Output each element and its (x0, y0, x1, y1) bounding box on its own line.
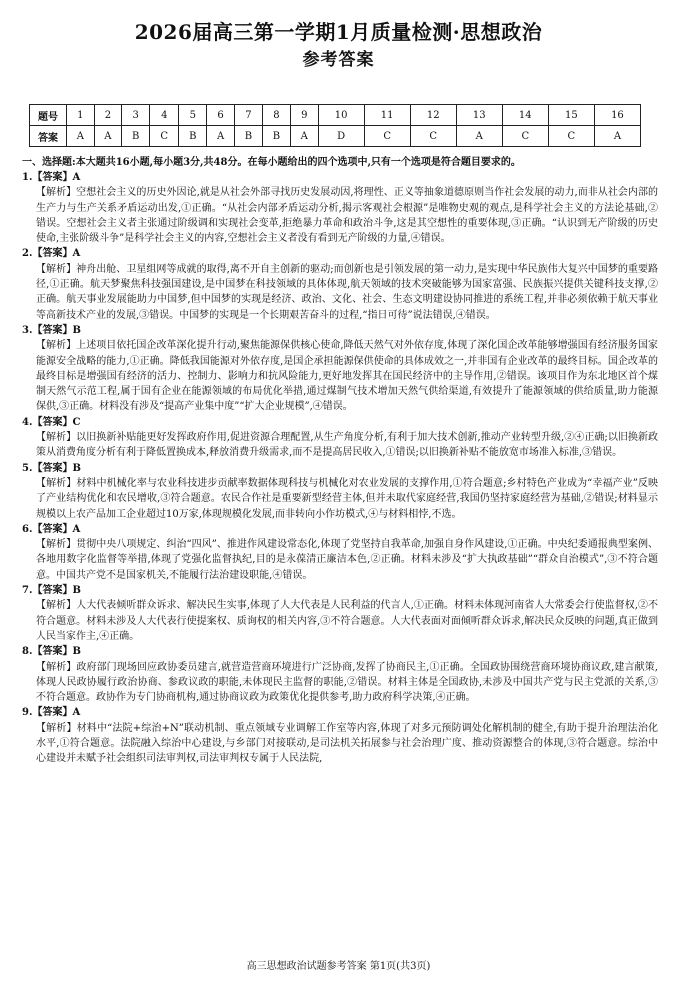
question-number: 6 (207, 105, 235, 126)
question-number: 9 (290, 105, 318, 126)
answer-cell: C (502, 126, 548, 147)
answer-cell: A (94, 126, 122, 147)
question-explanation: 【解析】人大代表倾听群众诉求、解决民生实事,体现了人大代表是人民利益的代言人,①正确。材料未体现河南省人大常委会行使监督权,②不符合题意。材料未涉及人大代表行使提案权、质询权的相关内容,③不符合题意。人大代表面对面倾听群众诉求,解决民众反映的问题,真正做到人民当家作主,④正确。 (36, 600, 658, 642)
question-answer-heading: 5.【答案】B (22, 462, 81, 474)
question-answer-heading: 1.【答案】A (22, 172, 81, 183)
question-number: 11 (364, 105, 410, 126)
question-number: 12 (410, 105, 456, 126)
question-number: 8 (262, 105, 290, 126)
answer-cell: B (262, 126, 290, 147)
question-number: 2 (94, 105, 122, 126)
question-number: 7 (234, 105, 262, 126)
question-number: 4 (150, 105, 179, 126)
question-number: 13 (456, 105, 502, 126)
question-number: 3 (122, 105, 150, 126)
page-title: 2026届高三第一学期1月质量检测·思想政治 (134, 20, 543, 44)
answer-cell: A (67, 126, 95, 147)
answer-table-row-numbers (30, 105, 641, 126)
question-explanation: 【解析】上述项目依托国企改革深化提升行动,聚焦能源保供核心使命,降低天然气对外依存度,体现了深化国企改革能够增强国有经济服务国家能源安全战略的能力,①正确。降低我国能源对外依存度,是国企承担能源保供使命的具体成效之一,并非国有企业改革的最终目标。国企改革的最终目标是增强国有经济的活力、控制力、影响力和抗风险能力,更好地发挥其在国民经济中的主导作用,②错误。该项目作为东北地区首个煤制天然气示范工程,属于国有企业在能源领域的布局优化举措,通过煤制气技术增加天然气供给渠道,有效提升了能源领域的供给质量,助力能源保供,③正确。材料没有涉及“提高产业集中度”“扩大企业规模”,④错误。 (36, 340, 658, 413)
question-number: 5 (179, 105, 207, 126)
question-number: 1 (67, 105, 95, 126)
question-number: 14 (502, 105, 548, 126)
question-answer-heading: 4.【答案】C (22, 416, 81, 428)
question-answer-heading: 6.【答案】A (22, 523, 81, 535)
question-explanation: 【解析】材料中机械化率与农业科技进步贡献率数据体现科技与机械化对农业发展的支撑作用,①符合题意;乡村特色产业成为“幸福产业”反映了产业结构优化和农民增收,③符合题意。农民合作社是重要新型经营主体,但并未取代家庭经营,我国仍坚持家庭经营为基础,②错误;材料显示规模以上农产品加工企业超过10万家,体现规模化发展,而非转向小作坊模式,④与材料相悖,不选。 (36, 477, 658, 520)
question-explanation: 【解析】神舟出舱、卫星组网等成就的取得,离不开自主创新的驱动;而创新也是引领发展的第一动力,是实现中华民族伟大复兴中国梦的重要路径,①正确。航天梦聚焦科技强国建设,是中国梦在科技领域的具体体现,航天领域的技术突破能够为国家富强、民族振兴提供关键科技支撑,②正确。航天事业发展能助力中国梦,但中国梦的实现是经济、政治、文化、社会、生态文明建设协同推进的系统工程,并非必须依赖于航天事业等高新技术产业的发展,③错误。中国梦的实现是一个长期艰苦奋斗的过程,“指日可待”说法错误,④错误。 (36, 263, 658, 321)
answer-cell: A (594, 126, 640, 147)
question-explanation: 【解析】空想社会主义的历史外因论,就是从社会外部寻找历史发展动因,将理性、正义等抽象道德原则当作社会发展的动力,而非从社会内部的生产力与生产关系矛盾运动出发,①正确。“从社会内部矛盾运动分析,揭示客观社会根源”是唯物史观的观点,是科学社会主义的方法论基础,②错误。空想社会主义者主张通过阶级调和实现社会变革,拒绝暴力革命和政治斗争,这是其空想性的重要体现,③正确。“认识到无产阶级的历史使命,主张阶级斗争”是科学社会主义的内容,空想社会主义者没有看到无产阶级的力量,④错误。 (36, 187, 658, 245)
question-answer-heading: 7.【答案】B (22, 585, 81, 597)
answer-cell: C (548, 126, 594, 147)
row-label-numbers: 题号 (30, 105, 67, 126)
answer-cell: D (318, 126, 364, 147)
question-answer-heading: 9.【答案】A (22, 707, 81, 719)
question-explanation: 【解析】以旧换新补贴能更好发挥政府作用,促进资源合理配置,从生产角度分析,有利于加大技术创新,推动产业转型升级,②④正确;以旧换新政策从消费角度分析有利于降低置换成本,释放消费升级需求,而不是提高居民收入,①错误;以旧换新补贴不能放宽市场准入标准,③错误。 (36, 432, 658, 459)
row-label-answers: 答案 (30, 126, 67, 147)
answer-table (29, 104, 641, 147)
answer-cell: B (179, 126, 207, 147)
answer-cell: B (234, 126, 262, 147)
answer-cell: A (290, 126, 318, 147)
answer-cell: C (364, 126, 410, 147)
answer-cell: A (207, 126, 235, 147)
answer-cell: C (150, 126, 179, 147)
answer-cell: C (410, 126, 456, 147)
answer-table-row-answers (30, 126, 641, 147)
page-subtitle: 参考答案 (302, 50, 375, 70)
question-explanation: 【解析】材料中“法院+综治+N”联动机制、重点领域专业调解工作室等内容,体现了对多元预防调处化解机制的健全,有助于提升治理法治化水平,①符合题意。法院融入综治中心建设,与乡部门对接联动,是司法机关拓展参与社会治理广度、推动资源整合的体现,③符合题意。综治中心建设并未赋予社会组织司法审判权,司法审判权专属于人民法院, (36, 722, 658, 765)
question-answer-heading: 2.【答案】A (22, 248, 81, 260)
question-explanation: 【解析】政府部门现场回应政协委员建言,就营造营商环境进行广泛协商,发挥了协商民主,①正确。全国政协围绕营商环境协商议政,建言献策,体现人民政协履行政治协商、参政议政的职能,未体现民主监督的职能,②错误。材料主体是全国政协,未涉及中国共产党与民主党派的关系,③不符合题意。政协作为专门协商机构,通过协商议政为政策优化提供参考,助力政府科学决策,④正确。 (36, 661, 658, 704)
question-number: 15 (548, 105, 594, 126)
answer-cell: A (456, 126, 502, 147)
explanations (22, 170, 658, 767)
question-number: 16 (594, 105, 640, 126)
question-explanation: 【解析】贯彻中央八项规定、纠治“四风”、推进作风建设常态化,体现了党坚持自我革命,加强自身作风建设,①正确。中央纪委通报典型案例、各地用数字化监督等举措,体现了党强化监督执纪,目的是永葆清正廉洁本色,②正确。材料未涉及“扩大执政基础”“群众自治模式”,③不符合题意。中国共产党不是国家机关,不能履行法治建设职能,④错误。 (36, 539, 658, 581)
question-answer-heading: 8.【答案】B (22, 646, 81, 658)
answer-cell: B (122, 126, 150, 147)
question-answer-heading: 3.【答案】B (22, 324, 81, 336)
section-heading: 一、选择题:本大题共16小题,每小题3分,共48分。在每小题给出的四个选项中,只有一个选项是符合题目要求的。 (22, 157, 521, 168)
question-number: 10 (318, 105, 364, 126)
page-footer: 高三思想政治试题参考答案 第1页(共3页) (246, 961, 431, 972)
